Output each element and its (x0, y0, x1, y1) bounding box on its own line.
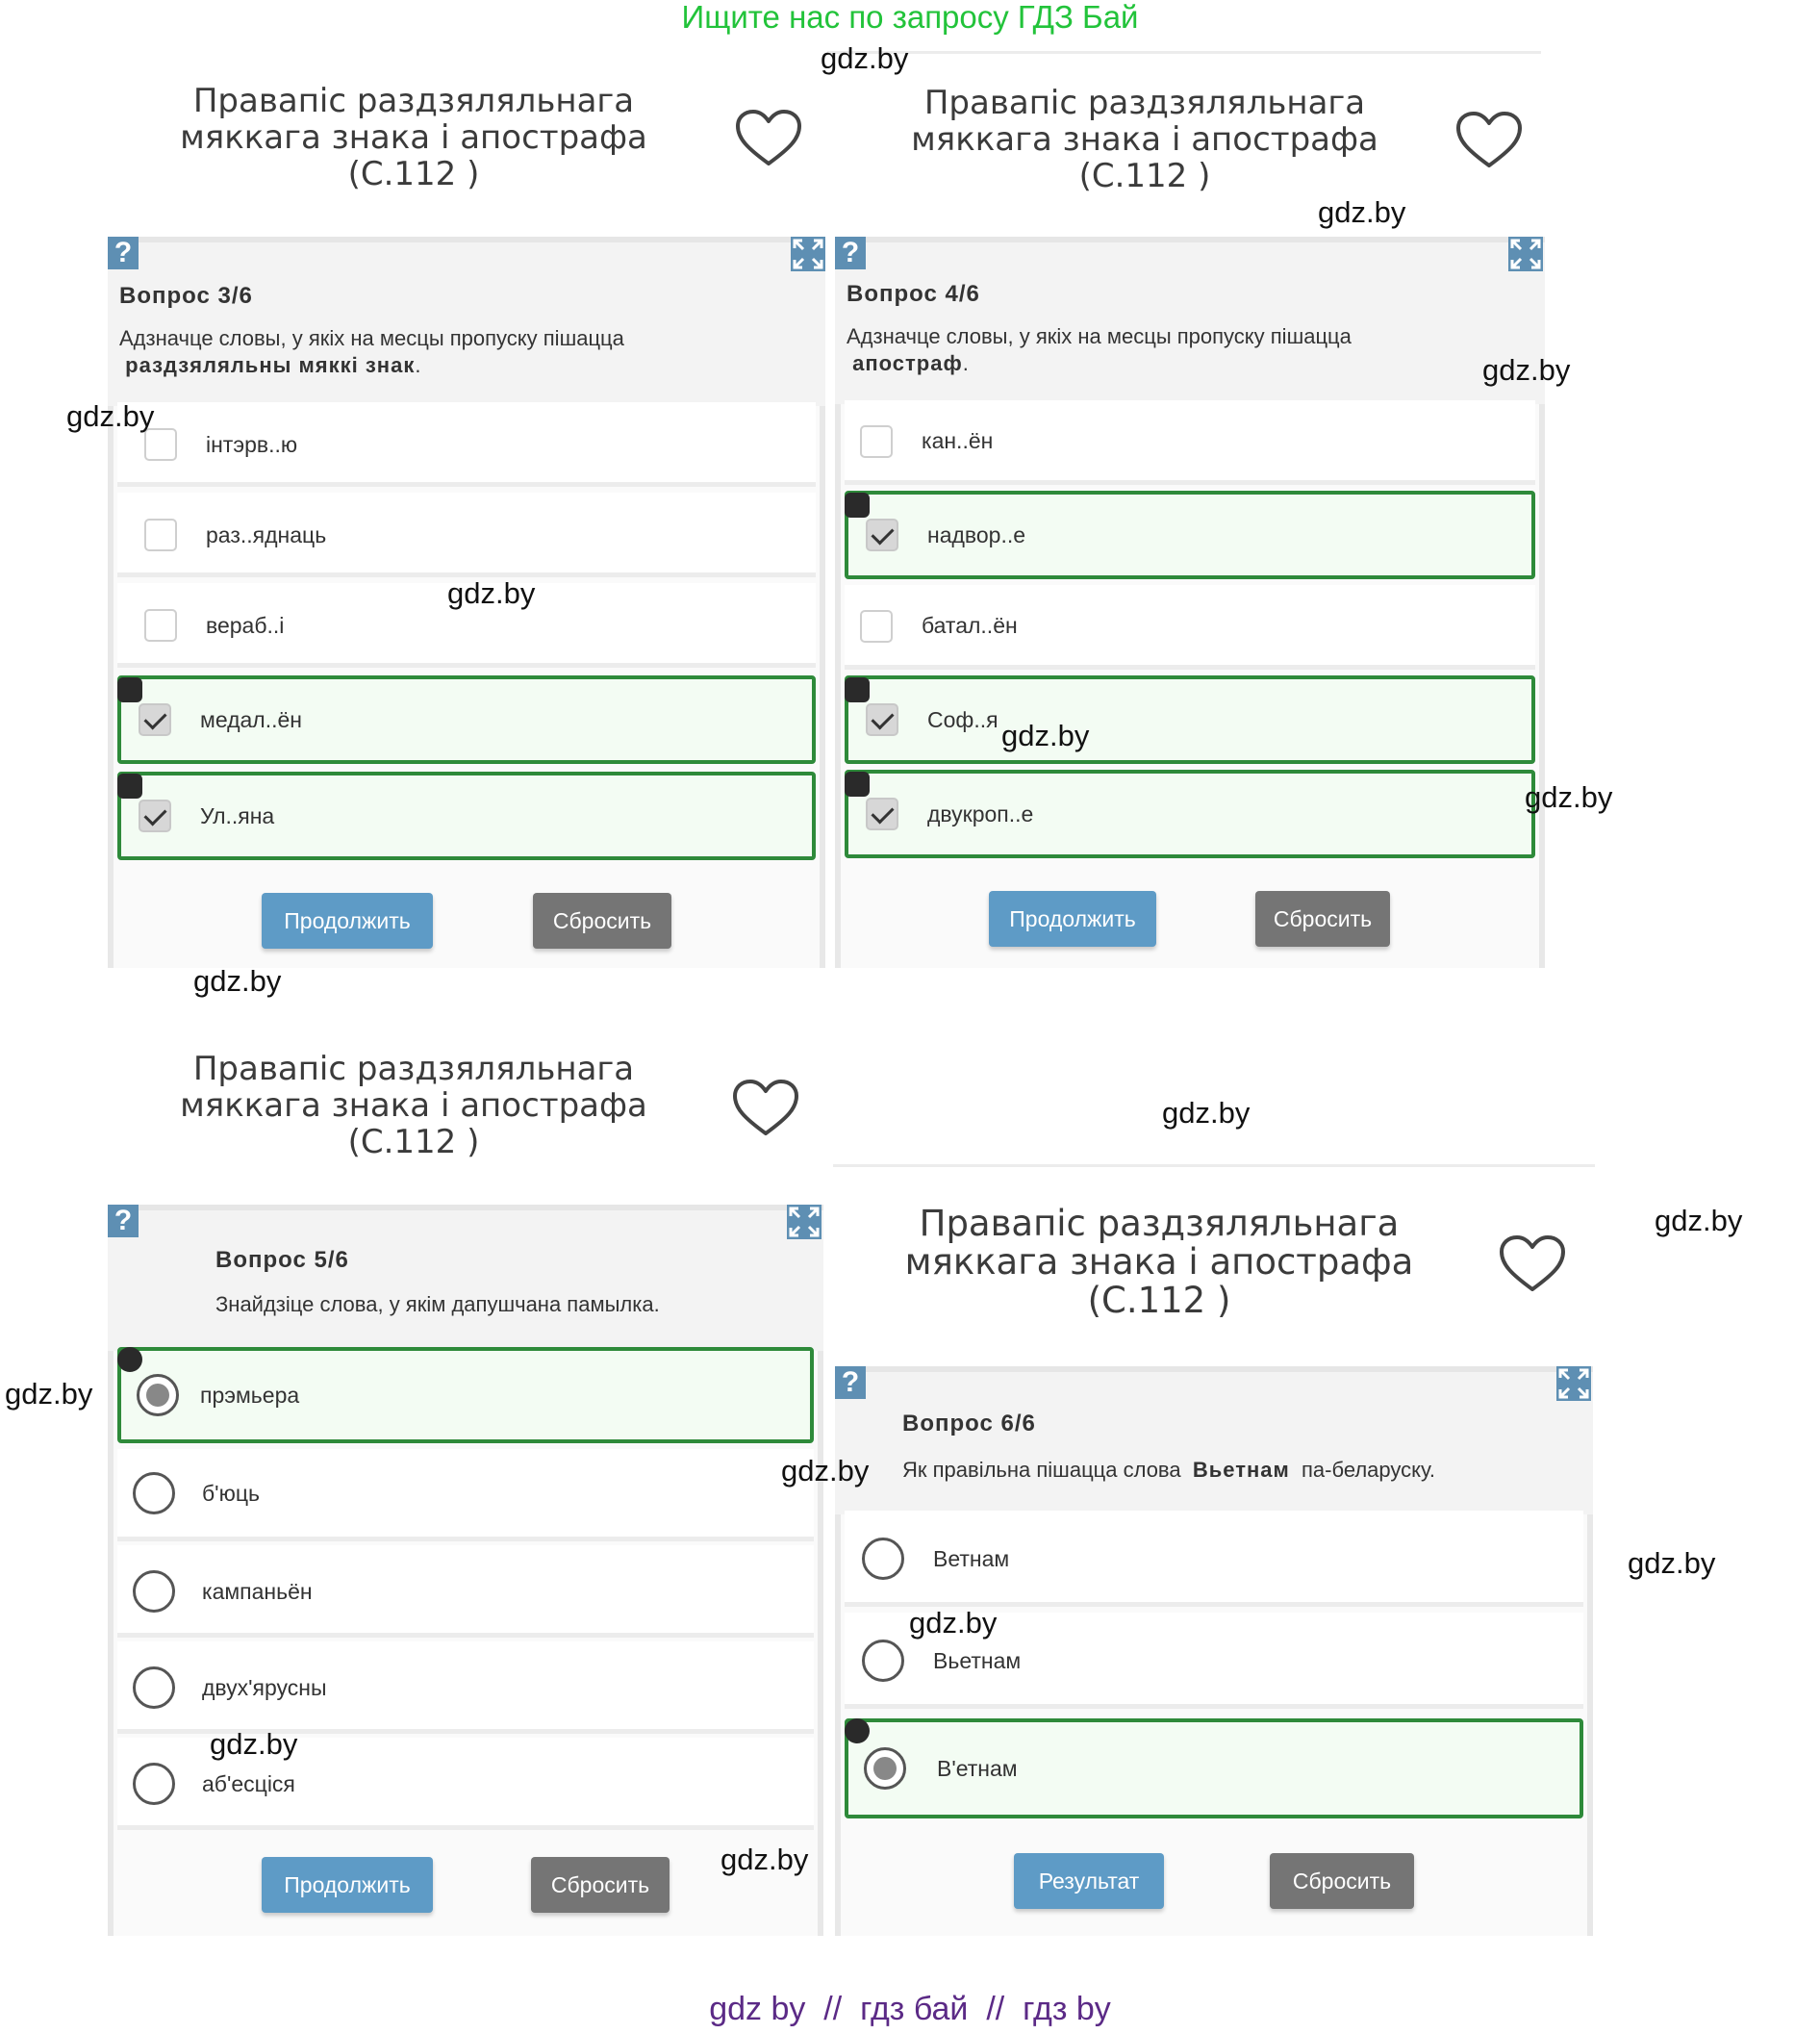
watermark: gdz.by (1162, 1096, 1251, 1130)
lesson-title: Правапіс раздзяляльнага мяккага знака і апострафа (С.112 ) (904, 1203, 1414, 1321)
checkbox[interactable] (860, 425, 893, 458)
watermark: gdz.by (1655, 1204, 1743, 1237)
radio[interactable] (862, 1538, 904, 1580)
question-icon[interactable]: ? (835, 1366, 866, 1399)
watermark: gdz.by (210, 1727, 298, 1761)
question-text: Адзначце словы, у якіх на месцы пропуску пішацца раздзяляльны мяккі знак. (119, 326, 624, 377)
selected-marker (117, 774, 142, 799)
heart-icon[interactable] (1498, 1233, 1567, 1295)
radio[interactable] (133, 1570, 175, 1613)
answer-option[interactable] (117, 1449, 814, 1541)
expand-icon[interactable] (1556, 1366, 1591, 1401)
question-header (835, 1366, 1593, 1514)
watermark: gdz.by (193, 964, 282, 998)
question-text: Як правільна пішацца слова Вьетнам па-беларуску. (902, 1458, 1435, 1482)
watermark: gdz.by (1482, 353, 1571, 387)
option-label: кан..ён (922, 428, 994, 453)
radio[interactable] (133, 1763, 175, 1805)
expand-icon[interactable] (787, 1205, 822, 1239)
expand-icon[interactable] (791, 237, 825, 271)
answer-option-selected[interactable] (117, 1347, 814, 1443)
watermark: gdz.by (1001, 719, 1090, 752)
result-button[interactable]: Результат (1014, 1853, 1164, 1909)
top-banner: Ищите нас по запросу ГДЗ Бай (681, 0, 1139, 35)
selected-marker (845, 493, 870, 518)
answer-option[interactable] (845, 400, 1535, 485)
watermark: gdz.by (909, 1606, 998, 1640)
answer-option-selected[interactable] (845, 770, 1535, 858)
option-label: двух'ярусны (202, 1675, 327, 1700)
question-card (835, 1366, 1593, 1936)
question-number: Вопрос 5/6 (215, 1247, 349, 1273)
selected-marker (117, 677, 142, 702)
answer-option[interactable] (117, 493, 816, 577)
heart-icon[interactable] (731, 1078, 800, 1139)
option-label: Соф..я (927, 707, 998, 732)
watermark: gdz.by (447, 576, 536, 610)
option-label: батал..ён (922, 613, 1018, 638)
watermark: gdz.by (781, 1454, 870, 1487)
option-label: аб'есціся (202, 1771, 295, 1796)
answer-option-selected[interactable] (845, 491, 1535, 579)
watermark: gdz.by (720, 1843, 809, 1876)
watermark: gdz.by (66, 399, 155, 433)
option-label: інтэрв..ю (206, 432, 298, 457)
watermark: gdz.by (1628, 1546, 1716, 1580)
question-icon[interactable]: ? (108, 237, 139, 269)
lesson-title: Правапіс раздзяляльнага мяккага знака і апострафа (С.112 ) (180, 82, 647, 193)
option-label: раз..яднаць (206, 522, 327, 547)
answer-option-selected[interactable] (845, 1718, 1583, 1818)
continue-button[interactable]: Продолжить (262, 893, 433, 949)
selected-marker (117, 1347, 142, 1372)
radio[interactable] (862, 1640, 904, 1682)
checkbox[interactable] (144, 609, 177, 642)
option-label: б'юць (202, 1481, 260, 1506)
selected-marker (845, 1718, 870, 1743)
option-label: прэмьера (200, 1383, 300, 1408)
checkbox-checked[interactable] (139, 703, 171, 736)
checkbox[interactable] (860, 610, 893, 643)
question-text: Адзначце словы, у якіх на месцы пропуску пішацца апостраф. (847, 324, 1352, 375)
lesson-title: Правапіс раздзяляльнага мяккага знака і апострафа (С.112 ) (180, 1050, 647, 1161)
radio-selected[interactable] (864, 1747, 906, 1790)
watermark: gdz.by (821, 41, 909, 75)
question-header (108, 237, 825, 406)
question-number: Вопрос 3/6 (119, 283, 253, 309)
answer-option[interactable] (117, 402, 816, 487)
lesson-title: Правапіс раздзяляльнага мяккага знака і апострафа (С.112 ) (911, 84, 1378, 195)
radio-selected[interactable] (137, 1374, 179, 1416)
divider (827, 51, 1541, 54)
option-label: надвор..е (927, 522, 1026, 547)
option-label: вераб..і (206, 613, 285, 638)
watermark: gdz.by (5, 1377, 93, 1411)
watermark: gdz.by (1525, 780, 1613, 814)
selected-marker (845, 677, 870, 702)
watermark: gdz.by (1318, 195, 1406, 229)
question-card (108, 1205, 823, 1936)
question-text: Знайдзіце слова, у якім дапушчана памылка. (215, 1292, 660, 1316)
option-label: медал..ён (200, 707, 303, 732)
radio[interactable] (133, 1666, 175, 1709)
question-header (835, 237, 1545, 404)
option-label: Ветнам (933, 1546, 1010, 1571)
radio[interactable] (133, 1472, 175, 1514)
checkbox[interactable] (144, 428, 177, 461)
option-label: Ул..яна (200, 803, 275, 828)
answer-option[interactable] (845, 585, 1535, 670)
option-label: Вьетнам (933, 1648, 1022, 1673)
answer-option[interactable] (845, 1511, 1583, 1607)
option-label: кампаньён (202, 1579, 313, 1604)
divider (833, 1164, 1595, 1167)
continue-button[interactable]: Продолжить (262, 1857, 433, 1913)
question-number: Вопрос 6/6 (902, 1411, 1036, 1437)
question-header (108, 1205, 823, 1351)
checkbox-checked[interactable] (866, 703, 898, 736)
option-label: двукроп..е (927, 801, 1034, 826)
expand-icon[interactable] (1508, 237, 1543, 271)
answer-option[interactable] (117, 1545, 814, 1638)
answer-option[interactable] (117, 1641, 814, 1734)
continue-button[interactable]: Продолжить (989, 891, 1156, 947)
checkbox-checked[interactable] (866, 519, 898, 551)
question-number: Вопрос 4/6 (847, 281, 980, 307)
reset-button[interactable]: Сбросить (1270, 1853, 1414, 1909)
answer-option-selected[interactable] (845, 675, 1535, 764)
answer-option-selected[interactable] (117, 675, 816, 764)
heart-icon[interactable] (1454, 110, 1524, 171)
reset-button[interactable]: Сбросить (533, 893, 671, 949)
question-icon[interactable]: ? (835, 237, 866, 269)
heart-icon[interactable] (734, 108, 803, 169)
answer-option-selected[interactable] (117, 772, 816, 860)
checkbox-checked[interactable] (139, 800, 171, 832)
checkbox-checked[interactable] (866, 798, 898, 830)
option-label: В'етнам (937, 1756, 1018, 1781)
checkbox[interactable] (144, 519, 177, 551)
selected-marker (845, 772, 870, 797)
bottom-banner: gdz by // гдз бай // гдз by (709, 1991, 1111, 2027)
question-card (835, 237, 1545, 968)
question-icon[interactable]: ? (108, 1205, 139, 1237)
reset-button[interactable]: Сбросить (1255, 891, 1390, 947)
reset-button[interactable]: Сбросить (531, 1857, 670, 1913)
